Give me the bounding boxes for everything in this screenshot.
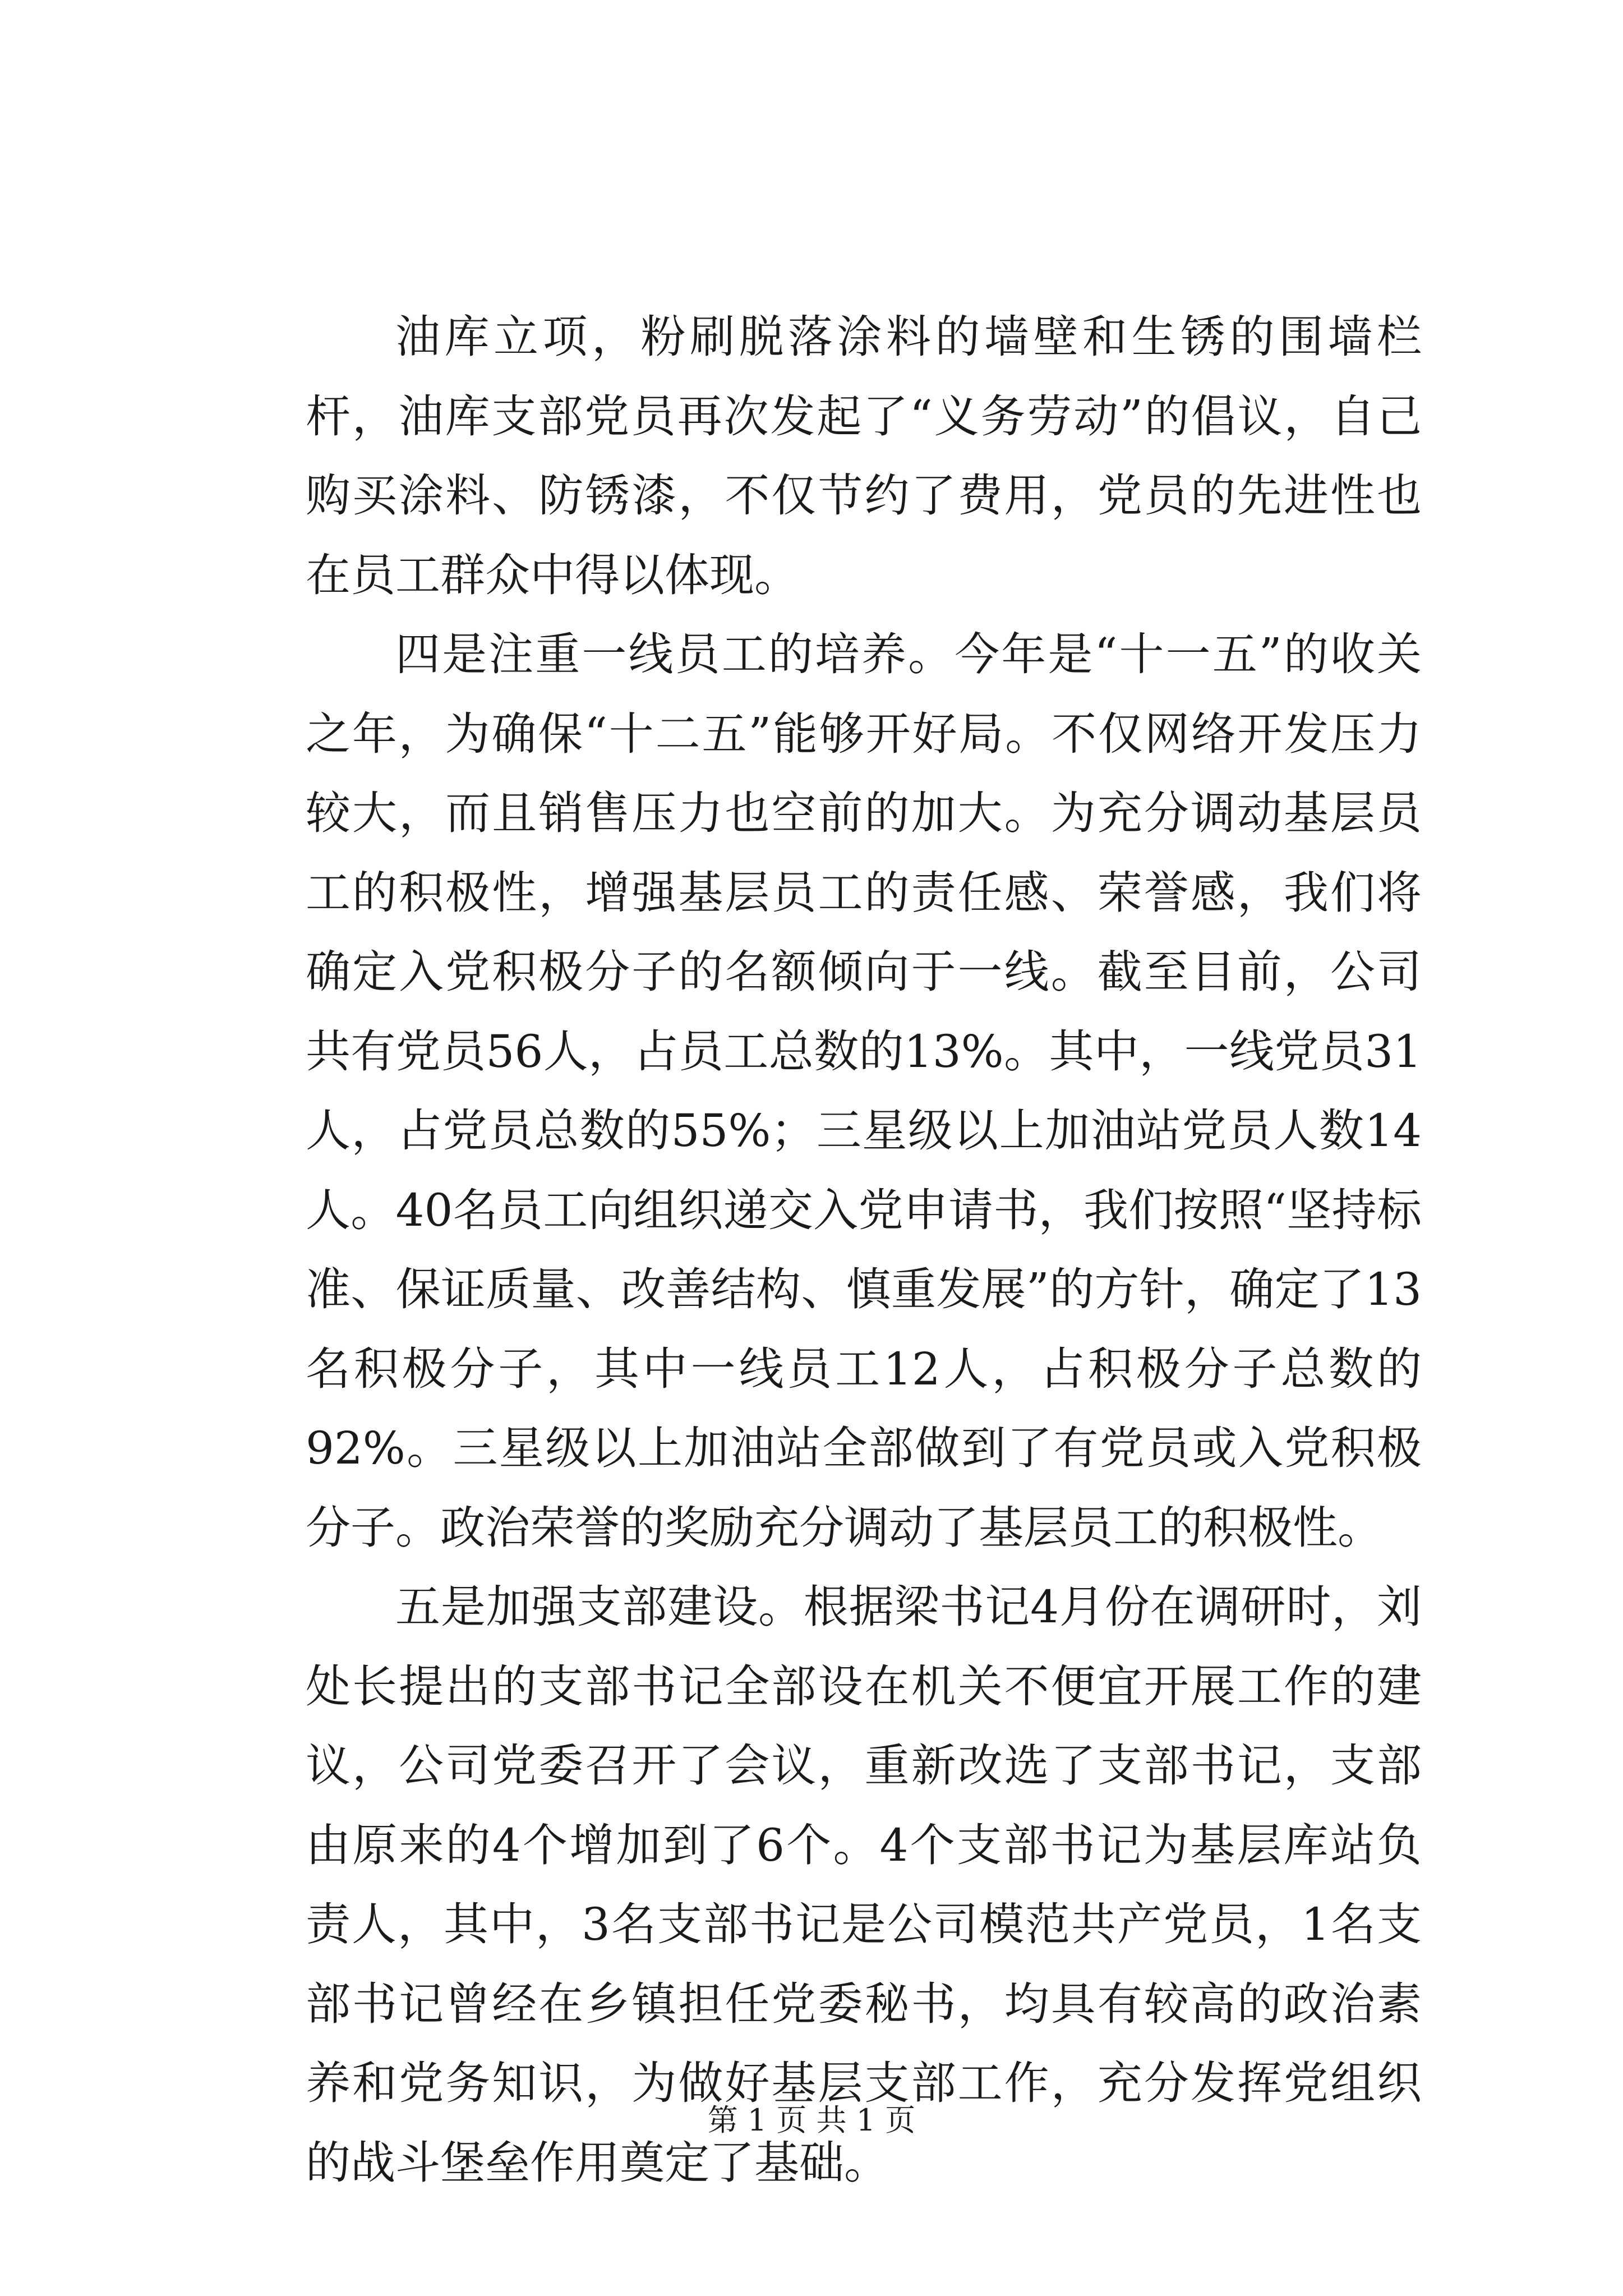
document-body (306, 297, 1422, 2202)
paragraph-continuation: 油库立项，粉刷脱落涂料的墙壁和生锈的围墙栏杆，油库支部党员再次发起了“义务劳动”的倡议，自己购买涂料、防锈漆，不仅节约了费用，党员的先进性也在员工群众中得以体现。 (306, 311, 1422, 601)
page-number-footer: 第 1 页 共 1 页 (707, 2102, 916, 2138)
paragraph-branch-building: 五是加强支部建设。根据梁书记4月份在调研时，刘处长提出的支部书记全部设在机关不便宜开展工作的建议，公司党委召开了会议，重新改选了支部书记，支部由原来的4个增加到了6个。4个支部书记为基层库站负责人，其中，3名支部书记是公司模范共产党员，1名支部书记曾经在乡镇担任党委秘书，均具有较高的政治素养和党务知识，为做好基层支部工作，充分发挥党组织的战斗堡垒作用奠定了基础。 (306, 1581, 1422, 2189)
paragraph-frontline-training: 四是注重一线员工的培养。今年是“十一五”的收关之年，为确保“十二五”能够开好局。不仅网络开发压力较大，而且销售压力也空前的加大。为充分调动基层员工的积极性，增强基层员工的责任感、荣誉感，我们将确定入党积极分子的名额倾向于一线。截至目前，公司共有党员56人，占员工总数的13%。其中，一线党员31人，占党员总数的55%；三星级以上加油站党员人数14人。40名员工向组织递交入党申请书，我们按照“坚持标准、保证质量、改善结构、慎重发展”的方针，确定了13名积极分子，其中一线员工12人，占积极分子总数的92%。三星级以上加油站全部做到了有党员或入党积极分子。政治荣誉的奖励充分调动了基层员工的积极性。 (306, 628, 1422, 1554)
